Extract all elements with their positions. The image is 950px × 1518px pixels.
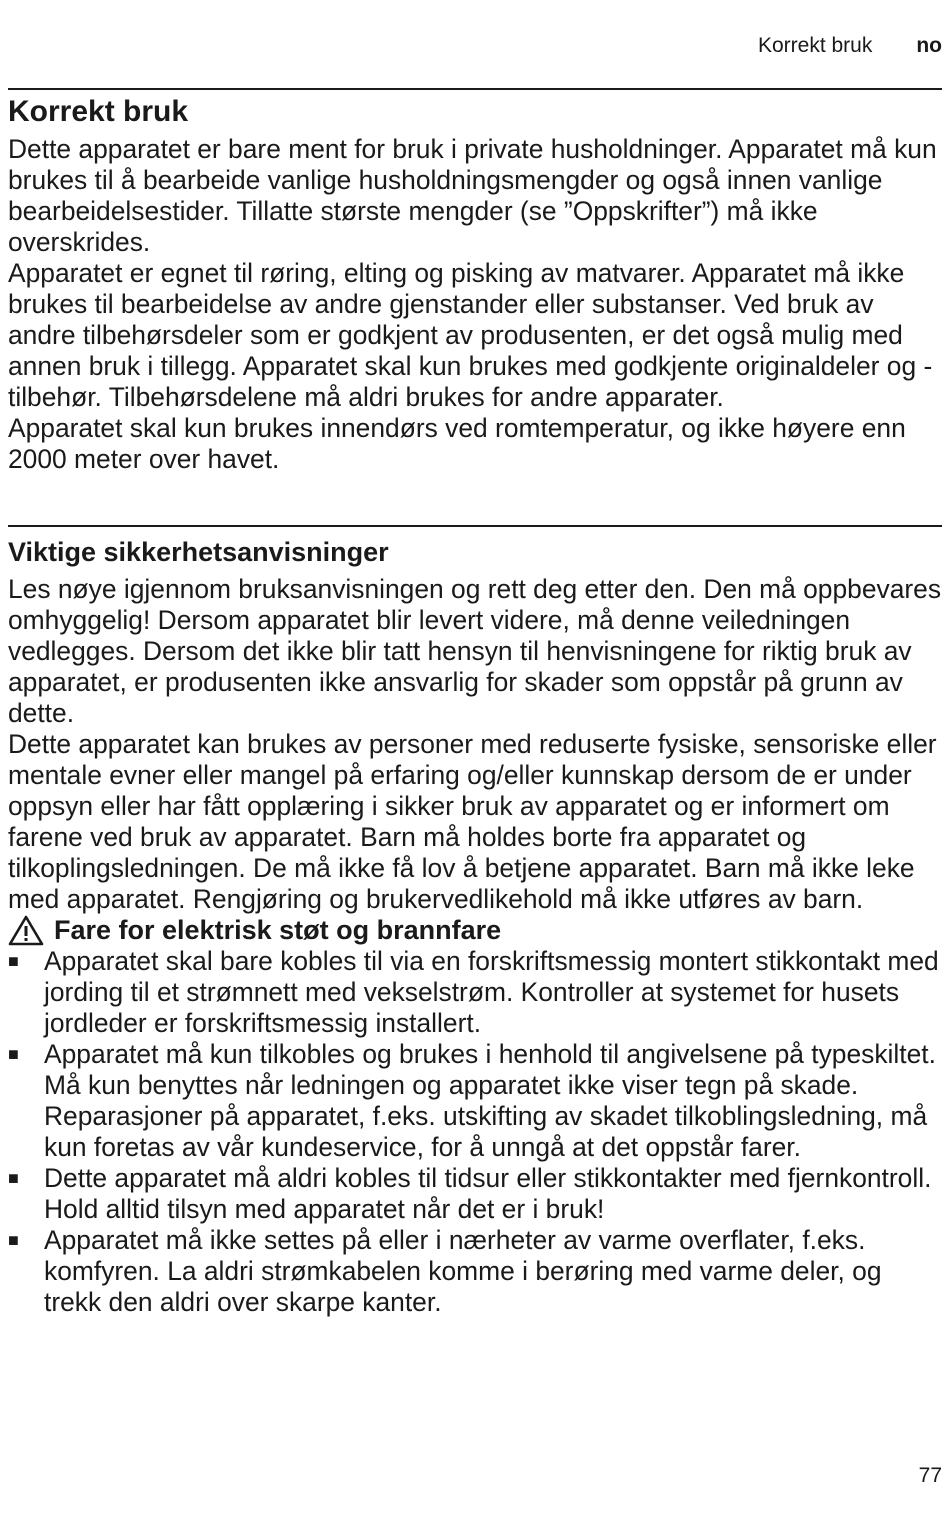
paragraph-indoor-use: Apparatet skal kun brukes innendørs ved romtemperatur, og ikke høyere enn 2000 meter over havet. <box>8 413 906 474</box>
section-title-correct-use: Korrekt bruk <box>8 95 189 128</box>
list-item-text: Apparatet må kun tilkobles og brukes i henhold til angivelsene på typeskiltet. Må kun benyttes når ledningen og apparatet ikke viser tegn på skade. Reparasjoner på apparatet, f.eks. utskifting av skadet tilkoblingsledning, må kun foretas av vår kundeservice, for å unngå at det oppstår farer. <box>44 1039 936 1162</box>
list-item <box>8 1039 942 1163</box>
page-number: 77 <box>918 1464 942 1487</box>
header-section-title: Korrekt bruk <box>757 34 873 57</box>
section-safety <box>8 536 942 1318</box>
list-item <box>8 1163 942 1225</box>
paragraph-read-instructions: Les nøye igjennom bruksanvisningen og rett deg etter den. Den må oppbevares omhyggelig! Dersom apparatet blir levert videre, må denne veiledningen vedlegges. Dersom det ikke blir tatt hensyn til henvisningene for riktig bruk av apparatet, er produsenten ikke ansvarlig for skader som oppstår på grunn av dette. <box>8 574 942 728</box>
bullet-square-icon: ■ <box>8 1044 19 1064</box>
warning-heading <box>8 915 942 946</box>
header-language-code: no <box>916 34 942 57</box>
list-item <box>8 946 942 1039</box>
list-item <box>8 1225 942 1318</box>
bullet-square-icon: ■ <box>8 1168 19 1188</box>
warning-title: Fare for elektrisk støt og brannfare <box>54 915 502 945</box>
list-item-text: Apparatet skal bare kobles til via en forskriftsmessig montert stikkontakt med jording til et strømnett med vekselstrøm. Kontroller at systemet for husets jordleder er forskriftsmessig installert. <box>44 946 939 1038</box>
list-item-text: Dette apparatet må aldri kobles til tidsur eller stikkontakter med fjernkontroll. Hold alltid tilsyn med apparatet når det er i bruk! <box>44 1163 932 1224</box>
warning-triangle-icon <box>8 915 44 946</box>
paragraph-suitable-use: Apparatet er egnet til røring, elting og pisking av matvarer. Apparatet må ikke brukes til bearbeidelse av andre gjenstander eller substanser. Ved bruk av andre tilbehørsdeler som er godkjent av produsenten, er det også mulig med annen bruk i tillegg. Apparatet skal kun brukes med godkjente originaldeler og -tilbehør. Tilbehørsdelene må aldri brukes for andre apparater. <box>8 258 933 412</box>
section-title-safety: Viktige sikkerhetsanvisninger <box>8 537 389 567</box>
bullet-square-icon: ■ <box>8 951 19 971</box>
section-divider <box>8 525 942 527</box>
section-correct-use <box>8 96 942 475</box>
warning-list <box>8 946 942 1318</box>
running-header <box>758 34 942 58</box>
list-item-text: Apparatet må ikke settes på eller i nærheter av varme overflater, f.eks. komfyren. La aldri strømkabelen komme i berøring med varme deler, og trekk den aldri over skarpe kanter. <box>44 1225 882 1317</box>
paragraph-reduced-abilities: Dette apparatet kan brukes av personer med reduserte fysiske, sensoriske eller mentale evner eller mangel på erfaring og/eller kunnskap dersom de er under oppsyn eller har fått opplæring i sikker bruk av apparatet og er informert om farene ved bruk av apparatet. Barn må holdes borte fra apparatet og tilkoplingsledningen. De må ikke få lov å betjene apparatet. Barn må ikke leke med apparatet. Rengjøring og brukervedlikehold må ikke utføres av barn. <box>8 729 937 914</box>
paragraph-intended-use: Dette apparatet er bare ment for bruk i private husholdninger. Apparatet må kun brukes til å bearbeide vanlige husholdningsmengder og også innen vanlige bearbeidelsestider. Tillatte største mengder (se ”Oppskrifter”) må ikke overskrides. <box>8 134 937 257</box>
bullet-square-icon: ■ <box>8 1230 19 1250</box>
top-divider <box>8 88 942 90</box>
